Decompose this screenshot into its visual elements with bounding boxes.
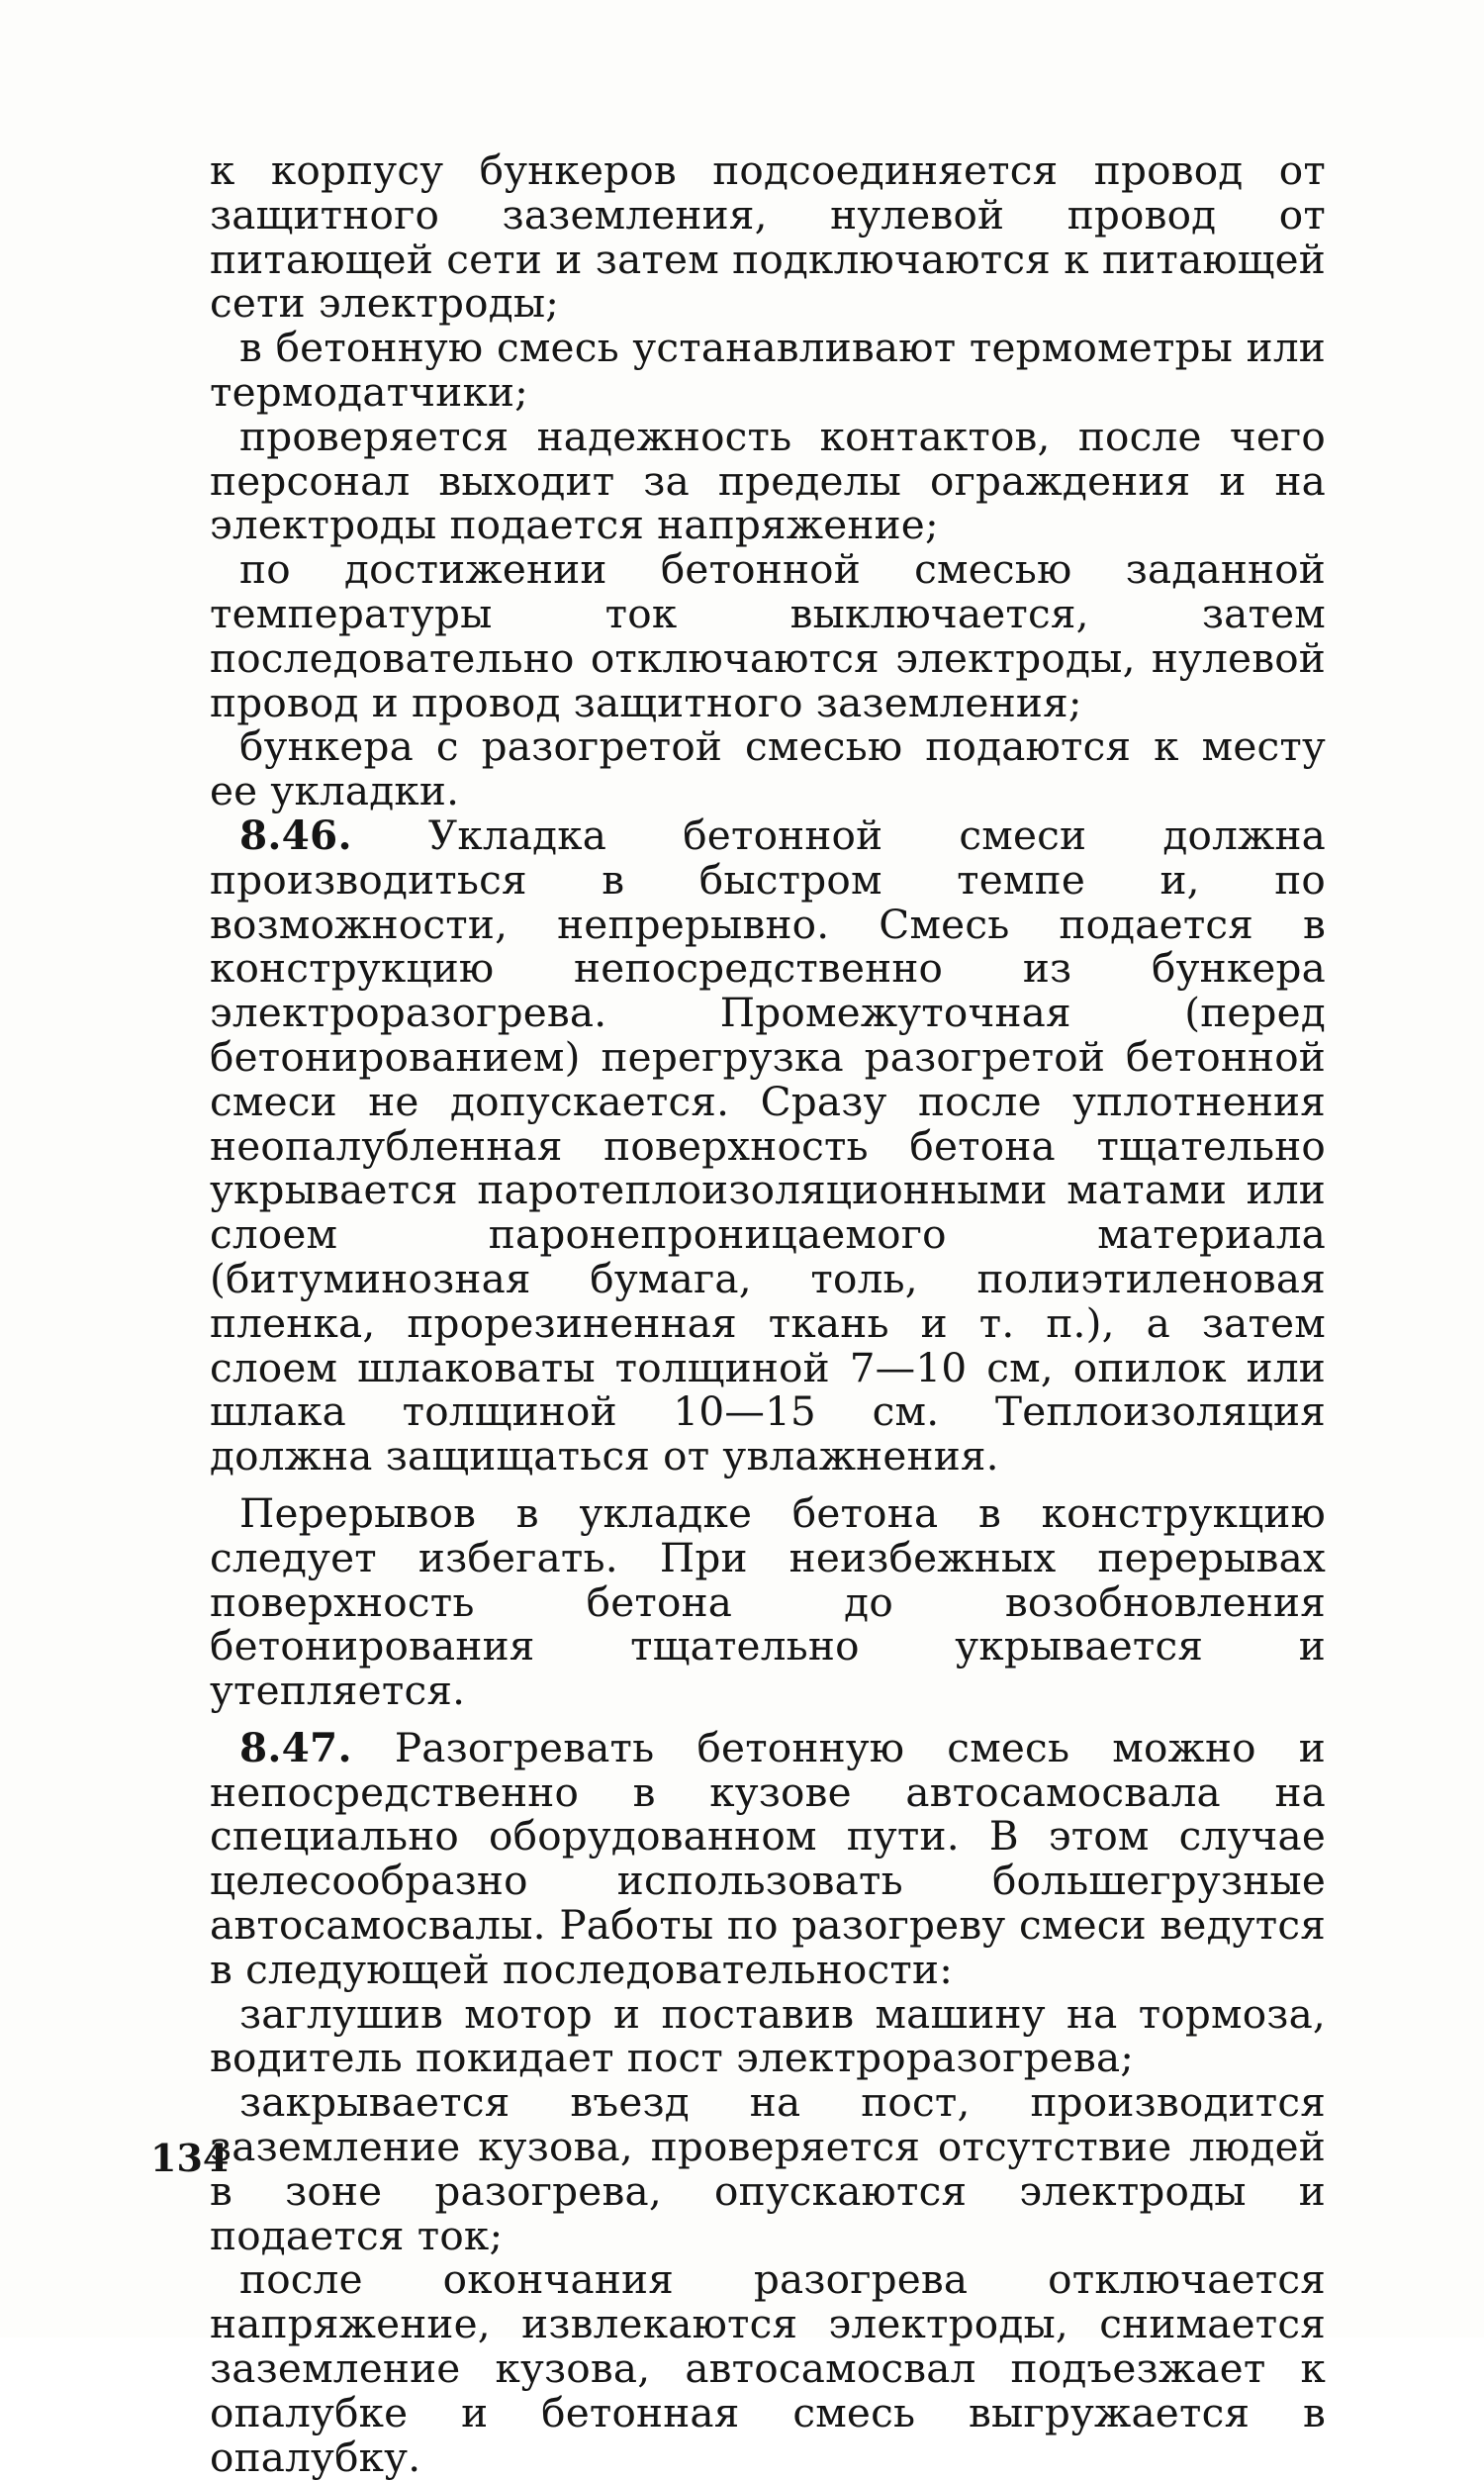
list-item-power-off	[210, 547, 1326, 724]
paragraph-text: Перерывов в укладке бетона в конструкцию следует избегать. При неизбежных перерывах поверхность бетона до возобновления бетонирования тщательно укрывается и утепляется.	[210, 1488, 1326, 1715]
paragraph-interruptions	[210, 1488, 1326, 1715]
page-number: 134	[150, 2136, 230, 2180]
paragraph-text: заглушив мотор и поставив машину на тормоза, водитель покидает пост электроразогрева;	[210, 1989, 1326, 2082]
paragraph-text: в бетонную смесь устанавливают термометры или термодатчики;	[210, 324, 1326, 416]
list-item-engine-off	[210, 1989, 1326, 2082]
section-8-46	[210, 813, 1326, 1479]
list-item-thermometers	[210, 326, 1326, 415]
paragraph-text: по достижении бетонной смесью заданной температуры ток выключается, затем последовательно отключаются электроды, нулевой провод и провод защитного заземления;	[210, 545, 1326, 726]
paragraph-text: бункера с разогретой смесью подаются к месту ее укладки.	[210, 722, 1326, 815]
section-8-47	[210, 1723, 1327, 1993]
paragraph-text: Укладка бетонной смеси должна производиться в быстром темпе и, по возможности, непрерывно. Смесь подается в конструкцию непосредственно из бункера электроразогрева. Промежуточная (перед бетонированием) перегрузка разогретой бетонной смеси не допускается. Сразу после уплотнения неопалубленная поверхность бетона тщательно укрывается паротеплоизоляционными матами или слоем паронепроницаемого материала (битуминозная бумага, толь, полиэтиленовая пленка, прорезиненная ткань и т. п.), а затем слоем шлаковаты толщиной 7—10 см, опилок или шлака толщиной 10—15 см. Теплоизоляция должна защищаться от увлажнения.	[210, 811, 1326, 1480]
list-item-post-closed	[210, 2080, 1326, 2257]
list-item-unloading	[210, 2257, 1326, 2479]
body-text	[210, 148, 1326, 2479]
paragraph-text: к корпусу бункеров подсоединяется провод от защитного заземления, нулевой провод от питающей сети и затем подключаются к питающей сети электроды;	[210, 146, 1326, 328]
paragraph-text: проверяется надежность контактов, после чего персонал выходит за пределы ограждения и на электроды подается напряжение;	[210, 412, 1326, 549]
paragraph-text: Разогревать бетонную смесь можно и непосредственно в кузове автосамосвала на специально оборудованном пути. В этом случае целесообразно использовать большегрузные автосамосвалы. Работы по разогреву смеси ведутся в следующей последовательности:	[210, 1723, 1327, 1993]
list-item-bunker-grounding	[210, 148, 1326, 326]
paragraph-text: после окончания разогрева отключается напряжение, извлекаются электроды, снимается заземление кузова, автосамосвал подъезжает к опалубке и бетонная смесь выгружается в опалубку.	[210, 2255, 1326, 2481]
list-item-bunker-delivery	[210, 724, 1326, 813]
section-number: 8.46.	[239, 811, 352, 859]
paragraph-text: закрывается въезд на пост, производится заземление кузова, проверяется отсутствие людей в зоне разогрева, опускаются электроды и подается ток;	[210, 2078, 1326, 2259]
list-item-contact-check	[210, 412, 1326, 549]
section-number: 8.47.	[239, 1723, 352, 1771]
